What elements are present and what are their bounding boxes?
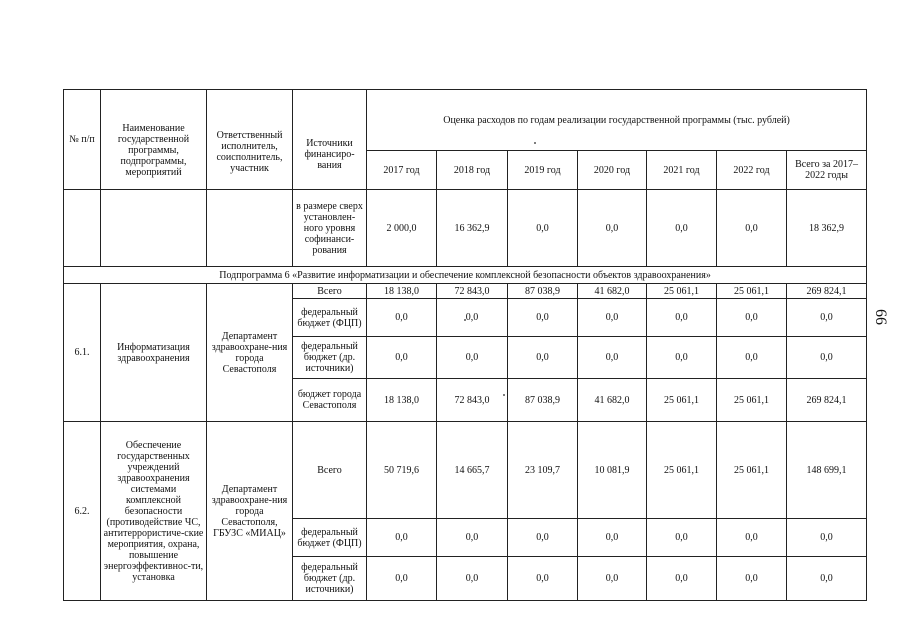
value-cell: 0,0 (578, 299, 647, 337)
year-cell: 2018 год (437, 151, 508, 190)
source-label: Всего (293, 422, 367, 519)
scan-speck (503, 394, 505, 396)
value-cell: 0,0 (787, 299, 867, 337)
source-label: Всего (293, 284, 367, 299)
empty-cell (101, 190, 207, 267)
budget-table (63, 89, 867, 601)
value-cell: 0,0 (508, 337, 578, 379)
value-cell: 0,0 (367, 519, 437, 557)
header-name: Наименование государственной программы, подпрограммы, мероприятий (101, 90, 207, 190)
subprogram-title: Подпрограмма 6 «Развитие информатизации и обеспечение комплексной безопасности объектов здравоохранения» (64, 267, 867, 284)
value-cell: 269 824,1 (787, 284, 867, 299)
value-cell: 10 081,9 (578, 422, 647, 519)
value-cell: 0,0 (437, 557, 508, 601)
page-number: 66 (872, 309, 889, 325)
value-cell: 0,0 (508, 190, 578, 267)
source-label: бюджет города Севастополя (293, 379, 367, 422)
value-cell: 0,0 (367, 557, 437, 601)
value-cell: 0,0 (647, 519, 717, 557)
value-cell: 41 682,0 (578, 379, 647, 422)
item-name: Информатизация здравоохранения (101, 284, 207, 422)
header-responsible: Ответственный исполнитель, соисполнитель, участник (207, 90, 293, 190)
item-responsible: Департамент здравоохране-ния города Севастополя, ГБУЗС «МИАЦ» (207, 422, 293, 601)
value-cell: 0,0 (367, 337, 437, 379)
value-cell: 0,0 (508, 299, 578, 337)
value-cell: 0,0 (717, 519, 787, 557)
year-cell: 2019 год (508, 151, 578, 190)
value-cell: 0,0 (508, 519, 578, 557)
value-cell: 14 665,7 (437, 422, 508, 519)
value-cell: 0,0 (578, 519, 647, 557)
value-cell: 0,0 (508, 557, 578, 601)
value-cell: 0,0 (437, 337, 508, 379)
scan-speck (534, 142, 536, 144)
item-number: 6.1. (64, 284, 101, 422)
value-cell: 0,0 (437, 519, 508, 557)
value-cell: 25 061,1 (647, 422, 717, 519)
value-cell: 18 138,0 (367, 379, 437, 422)
value-cell: 0,0 (578, 557, 647, 601)
value-cell: 72 843,0 (437, 284, 508, 299)
value-cell: 87 038,9 (508, 379, 578, 422)
value-cell: 269 824,1 (787, 379, 867, 422)
value-cell: 25 061,1 (647, 379, 717, 422)
value-cell: 2 000,0 (367, 190, 437, 267)
value-cell: 0,0 (787, 519, 867, 557)
value-cell: 50 719,6 (367, 422, 437, 519)
header-num: № п/п (64, 90, 101, 190)
subprogram-row (64, 267, 867, 284)
source-label: федеральный бюджет (др. источники) (293, 557, 367, 601)
table-row (64, 422, 867, 519)
table-row (64, 190, 867, 267)
value-cell: 41 682,0 (578, 284, 647, 299)
value-cell: 0,0 (437, 299, 508, 337)
value-cell: 23 109,7 (508, 422, 578, 519)
header-sources: Источники финансиро-вания (293, 90, 367, 190)
header-estimate: Оценка расходов по годам реализации государственной программы (тыс. рублей) (367, 90, 867, 151)
value-cell: 0,0 (647, 299, 717, 337)
value-cell: 25 061,1 (647, 284, 717, 299)
item-number: 6.2. (64, 422, 101, 601)
value-cell: 0,0 (717, 190, 787, 267)
source-label: федеральный бюджет (др. источники) (293, 337, 367, 379)
value-cell: 87 038,9 (508, 284, 578, 299)
item-responsible: Департамент здравоохране-ния города Севастополя (207, 284, 293, 422)
item-name: Обеспечение государственных учреждений здравоохранения системами комплексной безопасности (противодействие ЧС, антитеррористиче-ские мероприятия, охрана, повышение энергоэффективнос-ти, установка (101, 422, 207, 601)
value-cell: 0,0 (578, 190, 647, 267)
value-cell: 18 362,9 (787, 190, 867, 267)
empty-cell (64, 190, 101, 267)
value-cell: 0,0 (717, 337, 787, 379)
value-cell: 0,0 (578, 337, 647, 379)
source-label: федеральный бюджет (ФЦП) (293, 299, 367, 337)
year-cell: 2020 год (578, 151, 647, 190)
value-cell: 0,0 (647, 190, 717, 267)
value-cell: 72 843,0 (437, 379, 508, 422)
value-cell: 0,0 (647, 557, 717, 601)
value-cell: 0,0 (787, 337, 867, 379)
value-cell: 0,0 (717, 557, 787, 601)
value-cell: 25 061,1 (717, 379, 787, 422)
value-cell: 0,0 (717, 299, 787, 337)
value-cell: 18 138,0 (367, 284, 437, 299)
empty-cell (207, 190, 293, 267)
year-total-cell: Всего за 2017–2022 годы (787, 151, 867, 190)
source-label: в размере сверх установлен-ного уровня софинанси-рования (293, 190, 367, 267)
year-cell: 2021 год (647, 151, 717, 190)
value-cell: 0,0 (787, 557, 867, 601)
year-cell: 2017 год (367, 151, 437, 190)
value-cell: 16 362,9 (437, 190, 508, 267)
value-cell: 148 699,1 (787, 422, 867, 519)
value-cell: 0,0 (367, 299, 437, 337)
table-row (64, 284, 867, 299)
scan-speck (464, 319, 466, 321)
value-cell: 0,0 (647, 337, 717, 379)
value-cell: 25 061,1 (717, 284, 787, 299)
source-label: федеральный бюджет (ФЦП) (293, 519, 367, 557)
year-cell: 2022 год (717, 151, 787, 190)
header-row (64, 90, 867, 151)
value-cell: 25 061,1 (717, 422, 787, 519)
